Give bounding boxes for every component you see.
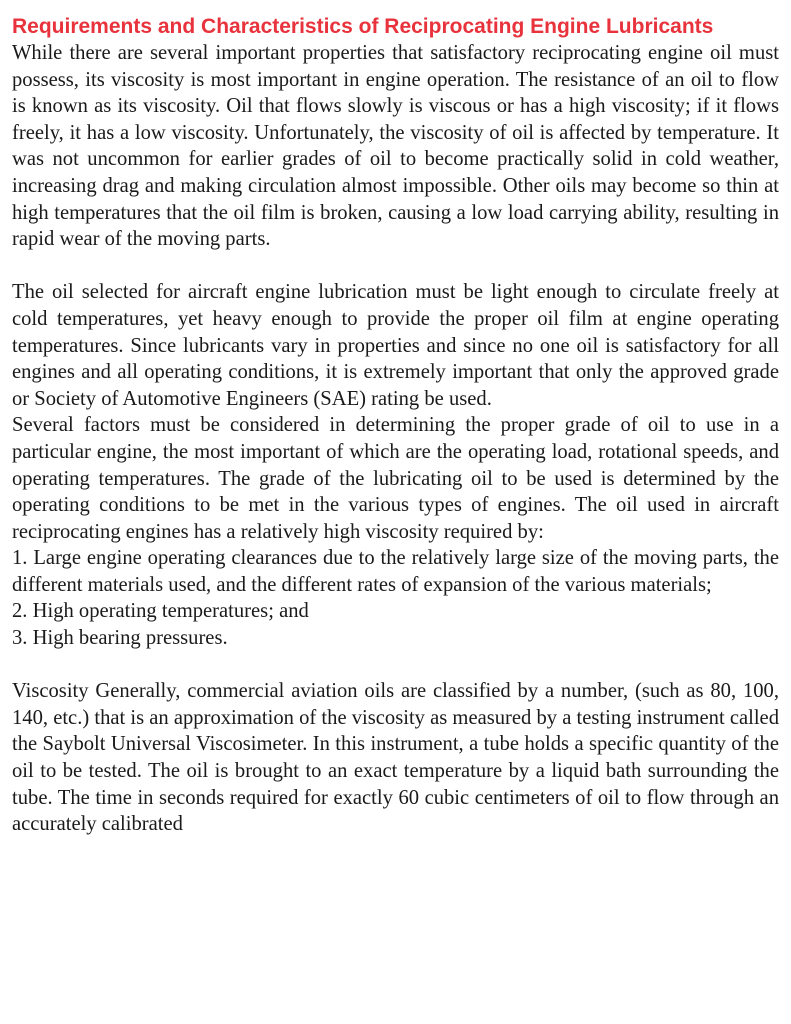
list-item-clearances: 1. Large engine operating clearances due to the relatively large size of the moving parts, the different materials used, and the different rates of expansion of the various materials; — [12, 547, 779, 596]
paragraph-oil-selection: The oil selected for aircraft engine lubrication must be light enough to circulate freely at cold temperatures, yet heavy enough to provide the proper oil film at engine operating temperatures. Since lubricants vary in properties and since no one oil is satisfactory for all engines and all operating conditions, it is extremely important that only the approved grade or Society of Automotive Engineers (SAE) rating be used. — [12, 281, 779, 410]
list-item-pressures: 3. High bearing pressures. — [12, 627, 228, 650]
section-heading: Requirements and Characteristics of Reciprocating Engine Lubricants — [12, 15, 714, 38]
paragraph-viscosity-classification: Viscosity Generally, commercial aviation oils are classified by a number, (such as 80, 100, 140, etc.) that is an approximation of the viscosity as measured by a testing instrument called the Saybolt Universal Viscosimeter. In this instrument, a tube holds a specific quantity of the oil to be tested. The oil is brought to an exact temperature by a liquid bath surrounding the tube. The time in seconds required for exactly 60 cubic centimeters of oil to flow through an accurately calibrated — [12, 680, 779, 836]
viscosity-requirements-list — [12, 545, 779, 651]
paragraph-grade-factors: Several factors must be considered in determining the proper grade of oil to use in a particular engine, the most important of which are the operating load, rotational speeds, and operating temperatures. The grade of the lubricating oil to be used is determined by the operating conditions to be met in the various types of engines. The oil used in aircraft reciprocating engines has a relatively high viscosity required by: — [12, 414, 779, 543]
document-page — [12, 14, 779, 838]
paragraph-spacer — [12, 253, 779, 280]
paragraph-viscosity-intro: While there are several important properties that satisfactory reciprocating engine oil must possess, its viscosity is most important in engine operation. The resistance of an oil to flow is known as its viscosity. Oil that flows slowly is viscous or has a high viscosity; if it flows freely, it has a low viscosity. Unfortunately, the viscosity of oil is affected by temperature. It was not uncommon for earlier grades of oil to become practically solid in cold weather, increasing drag and making circulation almost impossible. Other oils may become so thin at high temperatures that the oil film is broken, causing a low load carrying ability, resulting in rapid wear of the moving parts. — [12, 42, 779, 251]
paragraph-spacer — [12, 652, 779, 679]
list-item-temperatures: 2. High operating temperatures; and — [12, 600, 309, 623]
